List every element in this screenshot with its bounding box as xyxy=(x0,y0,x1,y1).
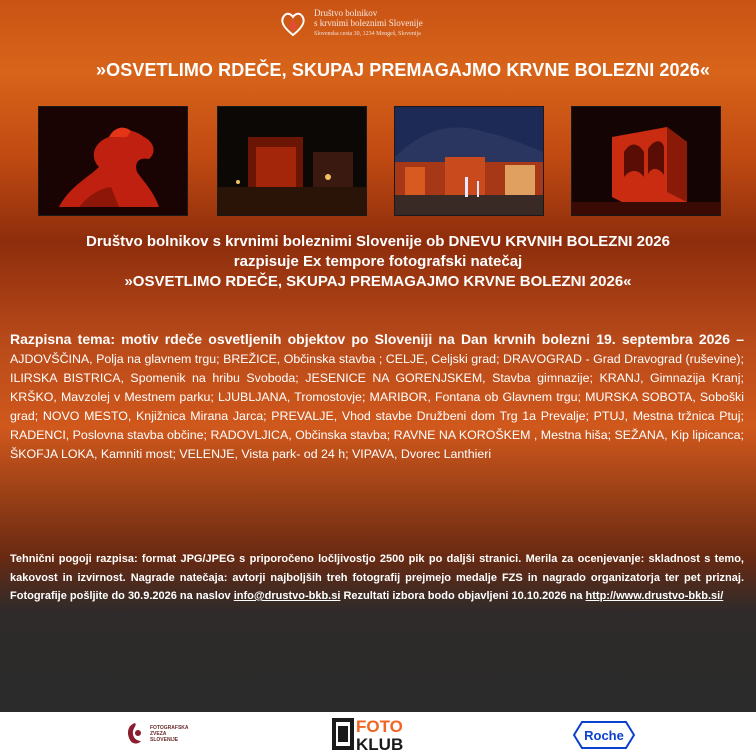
website-link[interactable]: http://www.drustvo-bkb.si/ xyxy=(585,590,724,602)
heart-drop-icon xyxy=(278,8,308,38)
announcement-heading xyxy=(0,232,756,292)
tech-results-text: Rezultati izbora bodo objavljeni 10.10.2026 na xyxy=(340,590,586,602)
roche-logo xyxy=(572,720,636,750)
photo-cube-sculpture xyxy=(571,106,721,216)
klub-word: KLUB xyxy=(356,735,404,754)
topic-locations: AJDOVŠČINA, Polja na glavnem trgu; BREŽICE, Občinska stavba ; CELJE, Celjski grad; DRAVOGRAD - Grad Dravograd (ruševine); ILIRSKA BISTRICA, Spomenik na hribu Svoboda; JESENICE NA GORENJSKEM, Stavba gimnazije; KRANJ, Gimnazija Kranj; KRŠKO, Mavzolej v Mestnem parku; LJUBLJANA, Tromostovje; MARIBOR, Fontana ob Glavnem trgu; MURSKA SOBOTA, Soboški grad; NOVO MESTO, Knjižnica Mirana Jarca; PREVALJE, Vhod stavbe Družbeni dom Trg 1a Prevalje; PTUJ, Mestna tržnica Ptuj; RADENCI, Poslovna stavba občine; RADOVLJICA, Občinska stavba; RAVNE NA KOROŠKEM , Mestna hiša; SEŽANA, Kip lipicanca; ŠKOFJA LOKA, Kamniti most; VELENJE, Vista park- od 24 h; VIPAVA, Dvorec Lanthieri xyxy=(10,352,744,461)
fzs-line2: ZVEZA xyxy=(150,731,167,737)
roche-word: Roche xyxy=(584,728,624,743)
announcement-line2: razpisuje Ex tempore fotografski natečaj xyxy=(233,253,523,270)
topic-lead: Razpisna tema: motiv rdeče osvetljenih objektov po Sloveniji na Dan krvnih bolezni 19. septembra 2026 – xyxy=(10,331,744,347)
sponsor-footer xyxy=(0,712,756,756)
fzs-emblem-icon xyxy=(124,721,146,747)
org-name-line2: s krvnimi boleznimi Slovenije xyxy=(314,18,423,28)
photo-night-buildings xyxy=(217,106,367,216)
technical-conditions xyxy=(10,550,744,606)
announcement-line1: Društvo bolnikov s krvnimi boleznimi Slovenije ob DNEVU KRVNIH BOLEZNI 2026 xyxy=(85,233,670,250)
organization-logo xyxy=(278,8,438,48)
fzs-logo xyxy=(124,716,214,752)
fzs-line3: SLOVENIJE xyxy=(150,737,179,743)
foto-word: FOTO xyxy=(356,717,403,736)
org-address: Slovenska cesta 30, 1234 Mengeš, Slovenija xyxy=(314,31,421,37)
email-link[interactable]: info@drustvo-bkb.si xyxy=(233,590,341,602)
page-title: »OSVETLIMO RDEČE, SKUPAJ PREMAGAJMO KRVNE BOLEZNI 2026« xyxy=(96,60,710,80)
contest-topic xyxy=(10,330,744,464)
photo-fountain-square xyxy=(394,106,544,216)
announcement-line3: »OSVETLIMO RDEČE, SKUPAJ PREMAGAJMO KRVNE BOLEZNI 2026« xyxy=(124,273,632,290)
fzs-line1: FOTOGRAFSKA xyxy=(150,725,189,731)
tech-text: Tehnični pogoji razpisa: format JPG/JPEG s priporočeno ločljivostjo 2500 pik po daljši stranici. Merila za ocenjevanje: skladnost s temo, kakovost in izvirnost. Nagrade natečaja: avtorji najboljših treh fotografij prejmejo medalje FZS in nagrado organizatorja ter pet priznaj. Fotografije pošljite do 30.9.2026 na naslov xyxy=(10,553,744,602)
org-name-line1: Društvo bolnikov xyxy=(314,8,378,18)
photo-horse-statue xyxy=(38,106,188,216)
foto-klub-logo xyxy=(332,714,428,754)
